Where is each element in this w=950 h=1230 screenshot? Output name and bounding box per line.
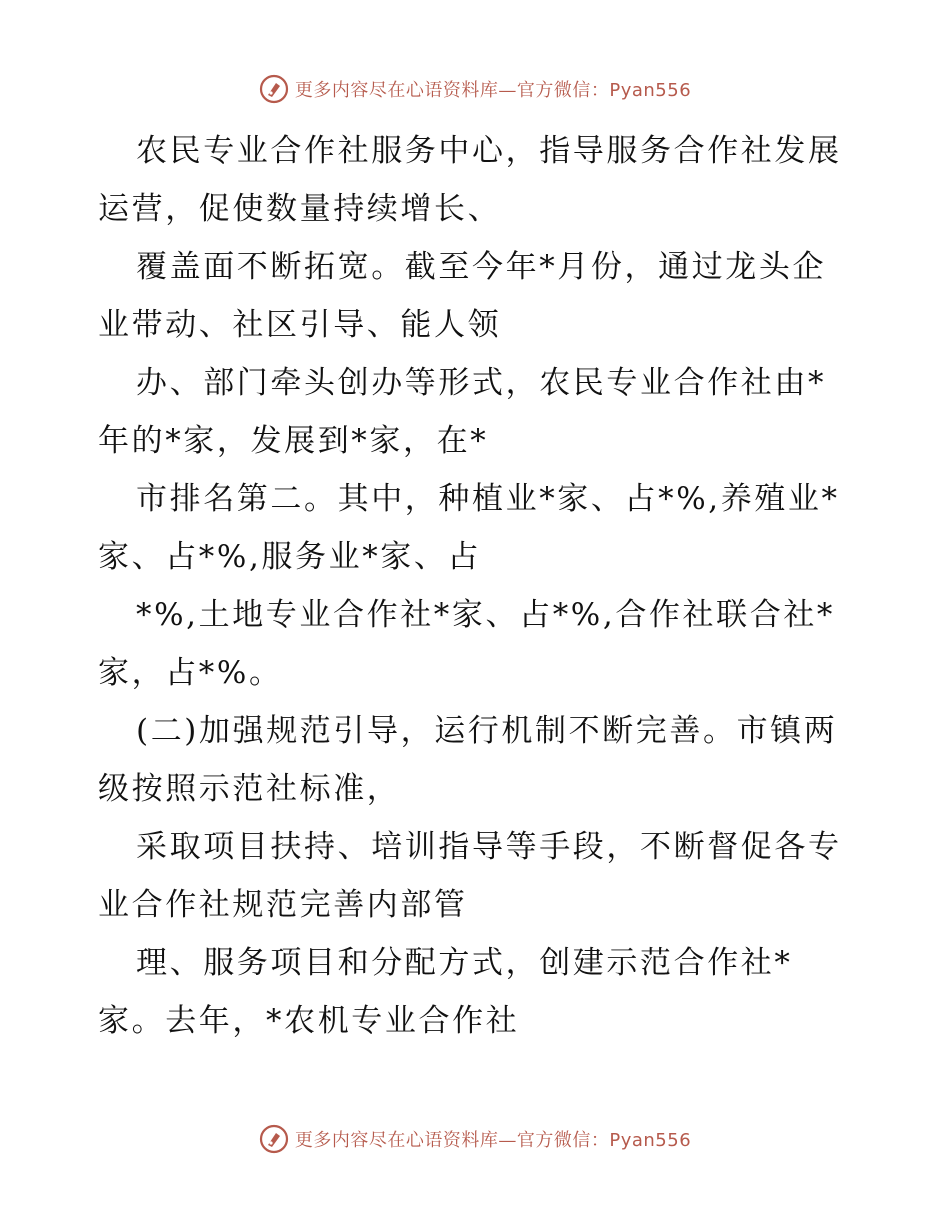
text-line: 业合作社规范完善内部管 bbox=[98, 887, 468, 923]
text-line: 家、占*%,服务业*家、占 bbox=[98, 539, 482, 575]
document-body bbox=[98, 122, 858, 1050]
watermark-text bbox=[295, 76, 691, 102]
section-heading-line: (二)加强规范引导，运行机制不断完善。市镇两 bbox=[136, 713, 838, 749]
text-line: 理、服务项目和分配方式，创建示范合作社* bbox=[136, 945, 793, 981]
header-watermark bbox=[0, 72, 950, 106]
text-line: *%,土地专业合作社*家、占*%,合作社联合社* bbox=[136, 597, 836, 633]
text-line: 市排名第二。其中，种植业*家、占*%,养殖业* bbox=[136, 481, 840, 517]
text-line: 家，占*%。 bbox=[98, 655, 283, 691]
watermark-wechat-id: Pyan556 bbox=[609, 1130, 692, 1151]
text-line: 业带动、社区引导、能人领 bbox=[98, 307, 502, 343]
watermark-wechat-id: Pyan556 bbox=[609, 80, 692, 101]
text-line: 覆盖面不断拓宽。截至今年*月份，通过龙头企 bbox=[136, 249, 827, 285]
footer-watermark bbox=[0, 1122, 950, 1156]
text-line: 农民专业合作社服务中心，指导服务合作社发展 bbox=[136, 133, 842, 169]
text-line: 级按照示范社标准， bbox=[98, 771, 401, 807]
text-line: 家。去年，*农机专业合作社 bbox=[98, 1003, 520, 1039]
text-line: 办、部门牵头创办等形式，农民专业合作社由* bbox=[136, 365, 827, 401]
text-line: 采取项目扶持、培训指导等手段，不断督促各专 bbox=[136, 829, 842, 865]
watermark-label: 更多内容尽在心语资料库—官方微信： bbox=[294, 80, 610, 101]
pen-nib-logo-icon bbox=[259, 74, 289, 104]
pen-nib-logo-icon bbox=[259, 1124, 289, 1154]
watermark-label: 更多内容尽在心语资料库—官方微信： bbox=[294, 1130, 610, 1151]
text-line: 运营，促使数量持续增长、 bbox=[98, 191, 502, 227]
text-line: 年的*家，发展到*家，在* bbox=[98, 423, 489, 459]
watermark-text bbox=[295, 1126, 691, 1152]
